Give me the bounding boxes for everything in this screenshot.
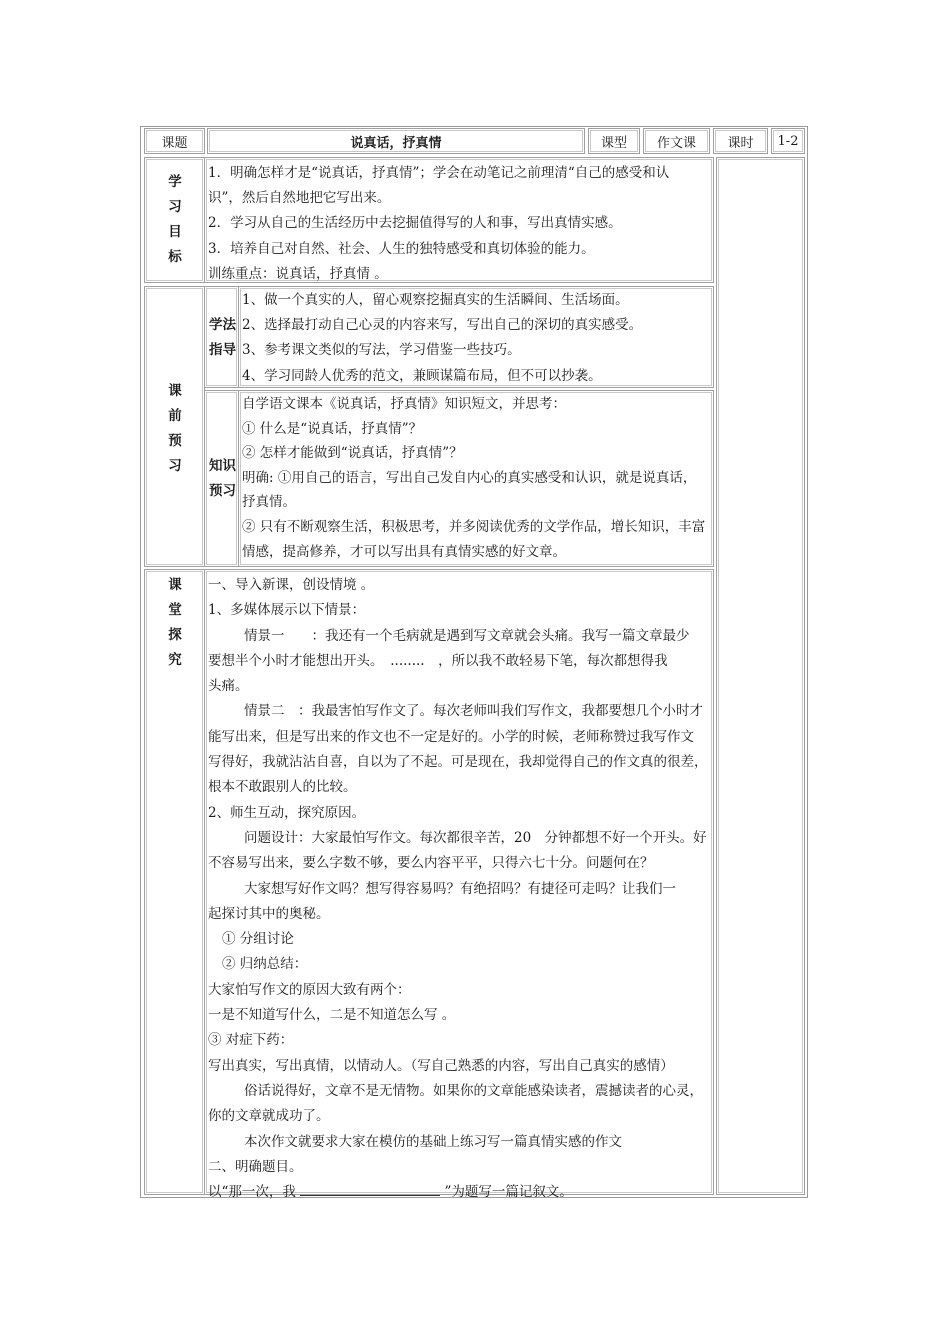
knowledge-line: 情感，提高修养，才可以写出具有真情实感的好文章。 xyxy=(242,543,566,560)
method-line: 2、选择最打动自己心灵的内容来写，写出自己的深切的真实感受。 xyxy=(242,317,643,334)
objectives-label-cell xyxy=(144,157,205,283)
objective-line: 3．培养自己对自然、社会、人生的独特感受和真切体验的能力。 xyxy=(208,240,595,257)
explore-label xyxy=(163,573,187,673)
method-label-cell xyxy=(204,286,239,388)
explore-line: 情景二 ：我最害怕写作文了。每次老师叫我们写作文，我都要想几个小时才 xyxy=(244,703,703,720)
explore-line: 一是不知道写什么，二是不知道怎么写 。 xyxy=(208,1007,456,1024)
knowledge-content-cell xyxy=(238,390,714,567)
objectives-label-char: 学 xyxy=(168,174,182,190)
explore-line: 不容易写出来，要么字数不够，要么内容平平，只得六七十分。问题何在？ xyxy=(208,855,654,872)
explore-line: 大家想写好作文吗？想写得容易吗？有绝招吗？有捷径可走吗？让我们一 xyxy=(244,880,676,897)
knowledge-label xyxy=(209,454,236,504)
explore-label-cell xyxy=(144,569,205,1195)
explore-line: 能写出来，但是写出来的作文也不一定是好的。小学的时候，老师称赞过我写作文 xyxy=(208,728,694,745)
objectives-label-char: 目 xyxy=(168,224,182,240)
preview-label xyxy=(163,379,187,479)
explore-line: 二、明确题目。 xyxy=(208,1158,303,1175)
knowledge-line: 抒真情。 xyxy=(242,494,296,511)
explore-last-line xyxy=(208,1180,712,1205)
knowledge-text xyxy=(242,392,712,564)
explore-line: ③ 对症下药： xyxy=(208,1032,294,1049)
topic-value-cell xyxy=(207,128,585,154)
method-label-line: 学法 xyxy=(209,317,236,333)
method-line: 4、学习同龄人优秀的范文，兼顾谋篇布局，但不可以抄袭。 xyxy=(242,367,602,384)
knowledge-label-line: 知识 xyxy=(209,458,236,474)
method-content-cell xyxy=(238,286,714,388)
explore-line: 问题设计：大家最怕写作文。每次都很辛苦，20 分钟都想不好一个开头。好 xyxy=(244,829,707,846)
hours-value: 1-2 xyxy=(777,133,799,149)
method-line: 1、做一个真实的人，留心观察挖掘真实的生活瞬间、生活场面。 xyxy=(242,292,629,308)
objectives-label-char: 标 xyxy=(168,249,182,265)
objectives-label xyxy=(163,170,187,270)
explore-line: 写得好，我就沾沾自喜，自以为了不起。可是现在，我却觉得自己的作文真的很差， xyxy=(208,754,708,771)
knowledge-label-line: 预习 xyxy=(209,483,236,499)
objective-line: 识”，然后自然地把它写出来。 xyxy=(208,190,391,207)
hours-label: 课时 xyxy=(727,135,754,151)
explore-content-cell xyxy=(204,569,714,1201)
objectives-text xyxy=(208,161,712,287)
explore-label-char: 探 xyxy=(168,627,182,643)
method-label xyxy=(209,313,236,363)
explore-label-char: 究 xyxy=(168,652,182,668)
type-value: 作文课 xyxy=(656,135,696,151)
explore-line: 起探讨其中的奥秘。 xyxy=(208,905,330,922)
title-prompt-before: 以“那一次，我 xyxy=(208,1184,296,1201)
explore-line: 本次作文就要求大家在模仿的基础上练习写一篇真情实感的作文 xyxy=(244,1133,622,1150)
hours-label-cell xyxy=(713,128,768,154)
explore-line: 要想半个小时才能想出开头。 ........ ，所以我不敢轻易下笔，每次都想得我 xyxy=(208,652,668,669)
objective-line: 训练重点：说真话，抒真情 。 xyxy=(208,265,388,282)
explore-line: ② 归纳总结： xyxy=(222,956,308,973)
knowledge-label-cell xyxy=(204,390,239,567)
objectives-content-cell xyxy=(204,157,714,283)
preview-label-char: 课 xyxy=(168,383,182,399)
explore-line: 1、多媒体展示以下情景： xyxy=(208,602,366,619)
explore-text xyxy=(208,573,712,1205)
explore-label-char: 堂 xyxy=(168,602,182,618)
explore-line: 2、师生互动，探究原因。 xyxy=(208,804,366,821)
objectives-label-char: 习 xyxy=(168,199,182,215)
topic-value: 说真话，抒真情 xyxy=(350,135,442,151)
explore-line: 根本不敢跟别人的比较。 xyxy=(208,779,357,796)
type-label-cell xyxy=(588,128,640,154)
explore-line: 一、导入新课，创设情境 。 xyxy=(208,577,375,593)
explore-line: 写出真实，写出真情，以情动人。（写自己熟悉的内容，写出自己真实的感情） xyxy=(208,1057,674,1074)
objective-line: 1．明确怎样才是“说真话，抒真情”；学会在动笔记之前理清“自己的感受和认 xyxy=(208,165,670,181)
type-value-cell xyxy=(643,128,710,154)
explore-line: 大家怕写作文的原因大致有两个： xyxy=(208,981,411,998)
title-prompt-after: ”为题写一篇记叙文。 xyxy=(444,1184,573,1201)
preview-label-char: 前 xyxy=(168,408,182,424)
objective-line: 2．学习从自己的生活经历中去挖掘值得写的人和事，写出真情实感。 xyxy=(208,215,622,232)
hours-value-cell xyxy=(771,128,805,154)
preview-label-cell xyxy=(144,286,205,567)
explore-line: 你的文章就成功了。 xyxy=(208,1108,330,1125)
explore-line: ① 分组讨论 xyxy=(222,931,294,948)
knowledge-line: ② 怎样才能做到“说真话，抒真情”？ xyxy=(242,445,463,462)
topic-label-cell xyxy=(144,128,205,154)
explore-label-char: 课 xyxy=(168,577,182,593)
knowledge-line: 明确: ①用自己的语言，写出自己发自内心的真实感受和认识，就是说真话， xyxy=(242,469,697,486)
preview-label-char: 习 xyxy=(168,458,182,474)
method-line: 3、参考课文类似的写法，学习借鉴一些技巧。 xyxy=(242,342,521,359)
title-blank xyxy=(300,1181,440,1196)
preview-label-char: 预 xyxy=(168,433,182,449)
explore-line: 情景一 ：我还有一个毛病就是遇到写文章就会头痛。我写一篇文章最少 xyxy=(244,627,690,644)
topic-label: 课题 xyxy=(161,135,188,151)
knowledge-line: 自学语文课本《说真话，抒真情》知识短文，并思考： xyxy=(242,396,566,412)
type-label: 课型 xyxy=(600,135,627,151)
notes-column xyxy=(716,157,805,1195)
explore-line: 头痛。 xyxy=(208,678,249,695)
method-text xyxy=(242,288,712,389)
knowledge-line: ① 什么是“说真话，抒真情”？ xyxy=(242,420,423,437)
explore-line: 俗话说得好，文章不是无情物。如果你的文章能感染读者，震撼读者的心灵， xyxy=(244,1082,703,1099)
method-label-line: 指导 xyxy=(209,342,236,358)
knowledge-line: ② 只有不断观察生活，积极思考，并多阅读优秀的文学作品，增长知识，丰富 xyxy=(242,518,706,535)
